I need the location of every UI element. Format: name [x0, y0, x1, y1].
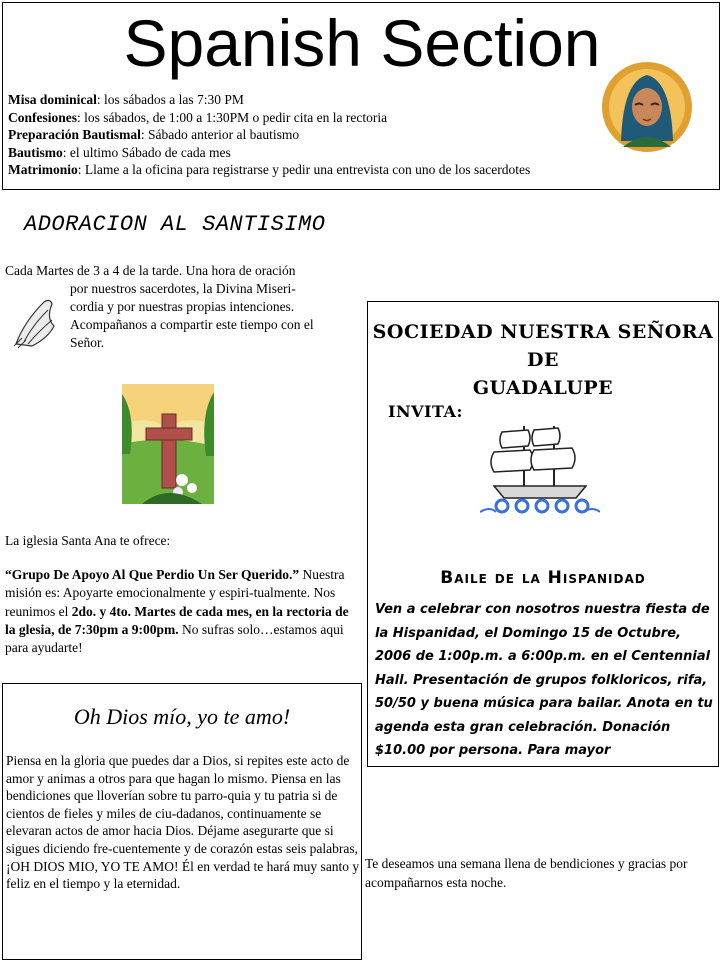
adoracion-line: Señor. — [70, 335, 105, 350]
iglesia-intro: La iglesia Santa Ana te ofrece: — [5, 533, 171, 548]
page-title: Spanish Section — [123, 6, 601, 80]
grupo-schedule: 2do. y 4to. Martes de cada mes, en la rectoria de la glesia, de 7:30pm a 9:00pm. — [5, 603, 349, 637]
schedule-row-bautismo — [8, 144, 608, 162]
sociedad-title-line: DE — [527, 349, 559, 371]
schedule-label: Matrimonio — [8, 162, 78, 178]
schedule-text: : Sábado anterior al bautismo — [140, 127, 300, 143]
adoracion-line: cordia y por nuestras propias intenciones. — [70, 299, 295, 314]
grupo-title: “Grupo De Apoyo Al Que Perdio Un Ser Querido.” — [5, 567, 300, 582]
baile-text: Ven a celebrar con nosotros nuestra fiesta de la Hispanidad, el Domingo 15 de Octubre, 2006 de 1:00p.m. a 6:00p.m. en el Centennial Hall. Presentación de grupos folkloricos, rifa, 50/50 y buena música para bailar. Anota en tu agenda esta gran celebración. Donación $10.00 por persona. Para mayor — [375, 602, 713, 758]
schedule-label: Misa dominical — [8, 92, 97, 107]
schedule-text: : los sábados, de 1:00 a 1:30PM o pedir cita en la rectoria — [77, 109, 388, 125]
baile-title: Baile de la Hispanidad — [440, 568, 646, 588]
schedule-row-misa — [8, 91, 608, 109]
schedule-label: Confesiones — [8, 109, 78, 125]
praying-hands-icon — [10, 292, 66, 350]
oh-dios-text: Piensa en la gloria que puedes dar a Dios, si repites este acto de amor y animas a otros para que hagan lo mismo. Piensa en las bendiciones que lloverían sobre tu parro-quia y tu patria si de cientos de fieles y miles de ciu-dadanos, continuamente se elevaran actos de amor hacia Dios. Déjame asegurarte que si sigues diciendo fre-cuentemente y de corazón estas seis palabras, ¡OH DIOS MIO, YO TE AMO! Él en verdad te hará muy santo y feliz en el tiempo y la eternidad. — [6, 753, 360, 892]
adoracion-heading: ADORACION AL SANTISIMO — [24, 212, 326, 237]
schedule-label: Bautismo — [8, 144, 63, 160]
schedule-row-preparacion — [8, 126, 608, 144]
mass-schedule — [8, 91, 608, 179]
sociedad-title-line: GUADALUPE — [472, 377, 614, 399]
adoracion-line: por nuestros sacerdotes, la Divina Miseri- — [70, 281, 296, 296]
cross-landscape-icon — [122, 384, 214, 504]
grupo-text-1: Nuestra misión es: Apoyarte emocionalmente y espiri-tualmente. Nos reunimos el — [5, 567, 345, 619]
sociedad-title — [368, 318, 718, 402]
sociedad-box — [367, 301, 719, 767]
sailing-ship-icon — [480, 422, 600, 517]
grupo-apoyo-text — [5, 566, 355, 657]
adoracion-line: Cada Martes de 3 a 4 de la tarde. Una hora de oración — [5, 263, 296, 278]
header-box — [2, 2, 720, 190]
schedule-text: : el ultimo Sábado de cada mes — [62, 144, 231, 160]
schedule-text: : Llame a la oficina para registrarse y pedir una entrevista con uno de los sacerdotes — [77, 162, 531, 178]
closing-message: Te deseamos una semana llena de bendiciones y gracias por acompañarnos esta noche. — [365, 856, 688, 890]
invita-label: INVITA: — [388, 402, 463, 421]
sociedad-title-line: SOCIEDAD NUESTRA SEÑORA — [372, 321, 714, 343]
virgin-of-guadalupe-icon — [601, 61, 693, 153]
schedule-row-confesiones — [8, 109, 608, 127]
schedule-row-matrimonio — [8, 161, 608, 179]
oh-dios-title: Oh Dios mío, yo te amo! — [73, 704, 291, 729]
oh-dios-box — [2, 683, 362, 960]
adoracion-line: Acompañanos a compartir este tiempo con el — [70, 317, 314, 332]
schedule-label: Preparación Bautismal — [8, 127, 141, 143]
grupo-text-2: No sufras solo…estamos aqui para ayudarte! — [5, 621, 344, 656]
schedule-text: : los sábados a las 7:30 PM — [96, 92, 244, 107]
